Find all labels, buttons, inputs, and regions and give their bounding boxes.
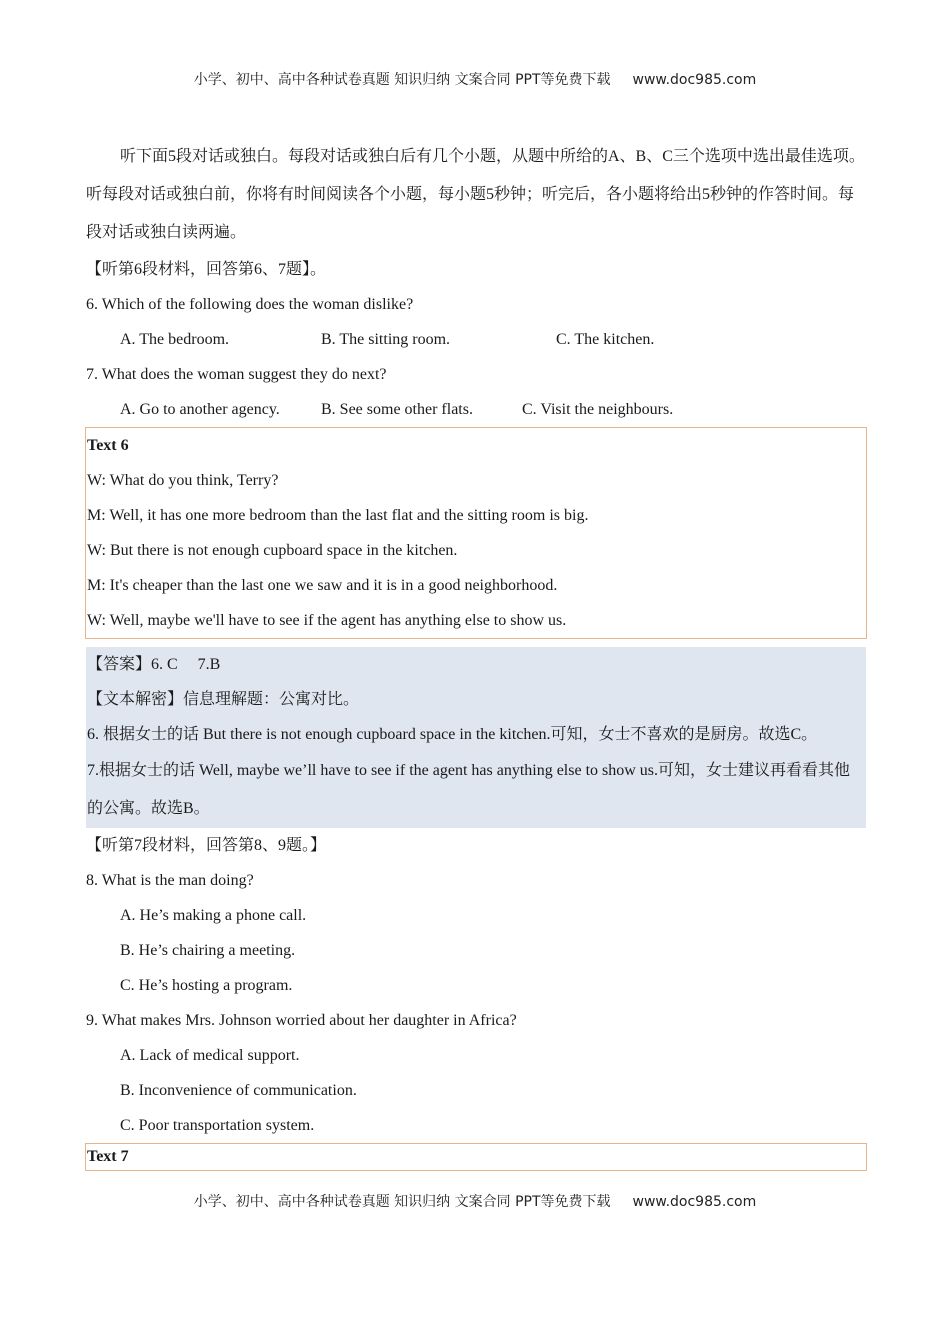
- option-a: A. Go to another agency.: [120, 401, 280, 418]
- option-b: B. Inconvenience of communication.: [120, 1082, 357, 1099]
- explanation-7: 7.根据女士的话 Well, maybe we’ll have to see if the agent has anything else to show us.可知，女士建议再看看其他的公寓。故选B。: [87, 762, 851, 817]
- transcript-line: W: What do you think, Terry?: [87, 472, 279, 489]
- document-body: [86, 138, 866, 1171]
- question-8: 8. What is the man doing?: [86, 872, 254, 889]
- section6-heading: 【听第6段材料，回答第6、7题】。: [86, 261, 327, 278]
- option-a: A. The bedroom.: [120, 331, 230, 348]
- instructions: 听下面5段对话或独白。每段对话或独白后有几个小题，从题中所给的A、B、C三个选项中选出最佳选项。听每段对话或独白前，你将有时间阅读各个小题，每小题5秒钟；听完后，各小题将给出5秒钟的作答时间。每段对话或独白读两遍。: [86, 148, 865, 241]
- option-b: B. The sitting room.: [321, 331, 451, 348]
- option-a: A. He’s making a phone call.: [120, 907, 307, 924]
- option-b: B. He’s chairing a meeting.: [120, 942, 296, 959]
- question-7: 7. What does the woman suggest they do next?: [86, 366, 387, 383]
- text7-title: Text 7: [87, 1148, 129, 1165]
- page-footer: [0, 1191, 950, 1211]
- transcript-line: W: But there is not enough cupboard space in the kitchen.: [87, 542, 458, 559]
- option-c: C. The kitchen.: [556, 331, 655, 348]
- question-9: 9. What makes Mrs. Johnson worried about her daughter in Africa?: [86, 1012, 517, 1029]
- section7-heading: 【听第7段材料，回答第8、9题。】: [86, 837, 327, 854]
- page-header: [0, 69, 950, 89]
- option-c: C. Visit the neighbours.: [522, 401, 674, 418]
- header-site: www.doc985.com: [632, 72, 757, 88]
- text6-transcript: [85, 427, 867, 639]
- transcript-line: W: Well, maybe we'll have to see if the agent has anything else to show us.: [87, 612, 567, 629]
- option-a: A. Lack of medical support.: [120, 1047, 300, 1064]
- explanation-6: 6. 根据女士的话 But there is not enough cupboard space in the kitchen.可知，女士不喜欢的是厨房。故选C。: [87, 726, 818, 743]
- question-7-options: [86, 392, 866, 427]
- answer-line: 【答案】6. C 7.B: [87, 656, 221, 673]
- option-c: C. He’s hosting a program.: [120, 977, 293, 994]
- option-c: C. Poor transportation system.: [120, 1117, 315, 1134]
- option-b: B. See some other flats.: [321, 401, 473, 418]
- question-6: 6. Which of the following does the woman dislike?: [86, 296, 414, 313]
- text7-transcript: [85, 1143, 867, 1171]
- footer-text: 小学、初中、高中各种试卷真题 知识归纳 文案合同 PPT等免费下载: [193, 1194, 611, 1210]
- footer-site: www.doc985.com: [632, 1194, 757, 1210]
- analysis-line: 【文本解密】信息理解题：公寓对比。: [87, 691, 360, 708]
- question-6-options: [86, 322, 866, 357]
- transcript-line: M: It's cheaper than the last one we saw and it is in a good neighborhood.: [87, 577, 558, 594]
- text6-title: Text 6: [87, 437, 129, 454]
- header-text: 小学、初中、高中各种试卷真题 知识归纳 文案合同 PPT等免费下载: [193, 72, 611, 88]
- answer-explanation: [86, 647, 866, 828]
- transcript-line: M: Well, it has one more bedroom than the last flat and the sitting room is big.: [87, 507, 589, 524]
